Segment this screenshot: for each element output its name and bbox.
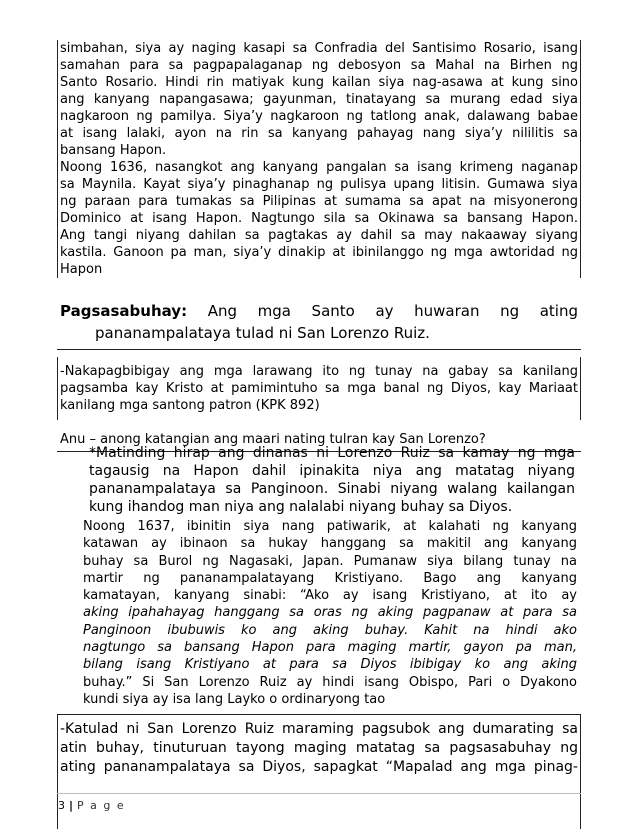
footer-divider — [57, 793, 581, 794]
text-line: Noong 1636, nasangkot ang kanyang pangalan sa isang krimeng naganap — [60, 160, 578, 175]
guidance-block — [57, 357, 581, 420]
heading-label: Pagsasabuhay: — [60, 302, 188, 320]
heading-word: ng — [500, 302, 520, 320]
page-footer — [58, 799, 125, 812]
text-line: kanilang mga santong patron (KPK 892) — [60, 398, 320, 413]
text-line: buhay sa Burol ng Nagasaki, Japan. Pumanaw siya bilang tunay na — [83, 553, 577, 569]
text-line: Noong 1637, ibinitin siya nang patiwarik, at kalahati ng kanyang — [83, 519, 577, 534]
text-line: bansang Hapon. — [60, 143, 167, 158]
text-line: kundi siya ay isa lang Layko o ordinaryong tao — [83, 691, 386, 707]
paragraph-guidance — [60, 357, 578, 414]
quote-suffering — [87, 444, 575, 516]
heading-word: huwaran — [414, 302, 480, 320]
text-line: *Matinding hirap ang dinanas ni Lorenzo Ruiz sa kamay ng mga — [89, 445, 575, 461]
text-line: kung ihandog man niya ang nalalabi niyang buhay sa Diyos. — [89, 499, 513, 515]
divider — [57, 349, 581, 350]
text-line: pagsamba kay Kristo at pamimintuho sa mga banal ng Diyos, kay Mariaat — [60, 381, 578, 396]
text-line: Panginoon ibubuwis ko ang aking buhay. Kahit na hindi ako — [83, 622, 577, 638]
text-line: sa Maynila. Kayat siya’y pinaghanap ng pulisya upang litisin. Gumawa siya — [60, 177, 578, 192]
text-line: bilang isang Kristiyano at para sa Diyos ibibigay ko ang aking — [83, 657, 577, 673]
text-line: ating pananampalataya sa Diyos, sapagkat “Mapalad ang mga pinag- — [60, 759, 578, 775]
heading-word: Santo — [311, 302, 355, 320]
heading-word: ating — [539, 302, 578, 320]
quote-martyrdom — [83, 518, 577, 708]
text-line: kastila. Ganoon pa man, siya’y dinakip at ibinilanggo ng mga awtoridad ng — [60, 245, 578, 260]
application-block — [57, 714, 581, 829]
text-line: ng paraan para tumakas sa Pilipinas at sumama sa apat na misyonerong — [60, 194, 578, 209]
page-number: 3 — [58, 799, 65, 812]
text-line: simbahan, siya ay naging kasapi sa Confradia del Santisimo Rosario, isang — [60, 41, 578, 56]
text-line: atin buhay, tinuturuan tayong maging matatag sa pagsasabuhay ng — [60, 740, 578, 756]
section-heading — [60, 300, 578, 344]
text-line: Dominico at isang Hapon. Nagtungo sila sa Okinawa sa bansang Hapon. — [60, 211, 578, 226]
paragraph-family — [60, 40, 578, 159]
text-line: buhay.” Si San Lorenzo Ruiz ay hindi isang Obispo, Pari o Dyakono — [83, 674, 577, 690]
text-line: nagkaroon ng pamilya. Siya’y nagkaroon ng tatlong anak, dalawang babae — [60, 109, 578, 124]
text-line: tagausig na Hapon dahil ipinakita niya ang matatag niyang — [89, 463, 575, 479]
text-line: at isang lalaki, ayon na rin sa kanyang pahayag nang siya’y nililitis sa — [60, 126, 578, 141]
text-line: -Katulad ni San Lorenzo Ruiz maraming pagsubok ang dumarating sa — [60, 721, 578, 737]
heading-word: ay — [375, 302, 394, 320]
heading-line-2: pananampalataya tulad ni San Lorenzo Ruiz. — [95, 324, 430, 342]
text-line: pananampalataya sa Panginoon. Sinabi niyang walang kailangan — [89, 481, 575, 497]
text-line: ang kanyang napangasawa; gayunman, tinatayang sa murang edad siya — [60, 92, 578, 107]
text-line: martir ng pananampalatayang Kristiyano. Bago ang kanyang — [83, 570, 577, 586]
text-line: katawan ay ibinaon sa hukay hanggang sa makitil ang kanyang — [83, 536, 577, 552]
paragraph-escape — [60, 159, 578, 278]
page-label: P a g e — [77, 799, 126, 812]
text-line: -Nakapagbibigay ang mga larawang ito ng tunay na gabay sa kanilang — [60, 364, 578, 379]
text-line: Hapon — [60, 262, 103, 277]
heading-word: Ang — [207, 302, 237, 320]
heading-word: mga — [257, 302, 291, 320]
question-line: Anu – anong katangian ang maari nating tulran kay San Lorenzo? — [60, 432, 486, 447]
text-line: Santo Rosario. Hindi rin matiyak kung kailan siya nag-asawa at kung sino — [60, 75, 578, 90]
text-line: kamatayan, kanyang sinabi: “Ako ay isang Kristiyano, at ito ay — [83, 588, 577, 604]
biography-block — [57, 40, 581, 278]
text-line: samahan para sa pagpapalaganap ng debosyon sa Mahal na Birhen ng — [60, 58, 578, 73]
text-line: nagtungo sa bansang Hapon para maging martir, gayon pa man, — [83, 640, 577, 656]
text-line: aking ipahahayag hanggang sa oras ng aking pagpanaw at para sa — [83, 605, 577, 621]
footer-separator: | — [69, 799, 74, 812]
text-line: Ang tangi niyang dahilan sa pagtakas ay dahil sa may nakaaway siyang — [60, 228, 578, 243]
